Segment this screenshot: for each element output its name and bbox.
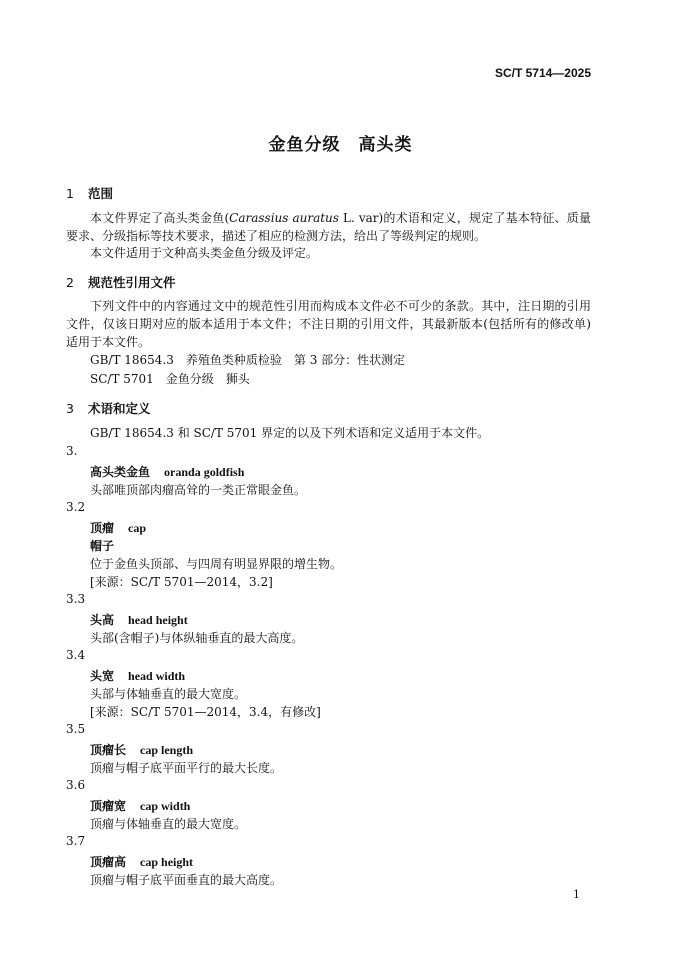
scope-paragraph-1 [66,209,591,245]
section-heading-terms [66,399,151,417]
term-title [90,463,244,480]
section-number: 2 [66,275,74,290]
term-definition: 头部(含帽子)与体纵轴垂直的最大高度。 [90,631,304,645]
terms-intro: GB/T 18654.3 和 SC/T 5701 界定的以及下列术语和定义适用于本文件。 [90,426,490,440]
document-title: 金鱼分级 高头类 [268,135,413,155]
term-title [90,611,188,628]
term-en: cap length [140,743,194,757]
scope-text-b: L. var)的术语和定义，规定了基本特征、质量要求、分级指标等技术要求，描述了相应的检测方法，给出了等级判定的规则。 [66,211,591,243]
term-title [90,797,190,814]
term-en: head width [128,669,186,683]
term-definition: 位于金鱼头顶部、与四周有明显界限的增生物。 [90,557,343,571]
term-definition: 头部唯顶部肉瘤高耸的一类正常眼金鱼。 [90,483,307,497]
term-title [90,519,146,536]
scope-text-a: 本文件界定了高头类金鱼( [90,211,230,225]
section-heading-references [66,273,176,291]
term-en: cap width [140,799,191,813]
term-title [90,741,193,758]
section-number: 3 [66,401,74,416]
page-number: 1 [573,888,580,901]
section-title: 范围 [88,186,114,201]
term-zh: 顶瘤高 [90,855,127,869]
term-title [90,853,193,870]
term-source: [来源：SC/T 5701—2014，3.4，有修改] [90,705,321,719]
term-zh: 顶瘤长 [90,743,127,757]
term-zh: 头宽 [90,669,115,683]
term-number: 3.5 [66,722,86,736]
section-number: 1 [66,186,74,201]
reference-doc: SC/T 5701 金鱼分级 狮头 [90,372,250,386]
species-name: Carassius auratus [229,211,339,225]
term-zh: 顶瘤宽 [90,799,127,813]
term-definition: 顶瘤与帽子底平面平行的最大长度。 [90,761,283,775]
term-en: head height [128,613,188,627]
term-number: 3.3 [66,592,86,606]
section-title: 规范性引用文件 [88,275,176,290]
term-en: cap height [140,855,194,869]
term-zh: 头高 [90,613,115,627]
references-intro: 下列文件中的内容通过文中的规范性引用而构成本文件必不可少的条款。其中，注日期的引用文件，仅该日期对应的版本适用于本文件；不注日期的引用文件，其最新版本(包括所有的修改单)适用于本文件。 [66,299,591,349]
term-title [90,667,185,684]
term-definition: 顶瘤与帽子底平面垂直的最大高度。 [90,873,283,887]
term-zh: 高头类金鱼 [90,465,151,479]
term-number: 3.6 [66,778,86,792]
term-zh: 顶瘤 [90,521,115,535]
term-en: cap [128,521,147,535]
term-definition: 顶瘤与体轴垂直的最大宽度。 [90,817,247,831]
reference-doc: GB/T 18654.3 养殖鱼类种质检验 第 3 部分：性状测定 [90,353,406,367]
term-source: [来源：SC/T 5701—2014，3.2] [90,575,273,589]
term-number: 3. [66,444,78,458]
section-title: 术语和定义 [88,401,151,416]
term-en: oranda goldfish [164,465,245,479]
standard-number: SC/T 5714—2025 [494,66,591,80]
scope-paragraph-2: 本文件适用于文种高头类金鱼分级及评定。 [90,246,319,260]
section-heading-scope [66,184,113,202]
term-number: 3.2 [66,500,86,514]
term-number: 3.7 [66,834,86,848]
term-alt-name: 帽子 [90,539,115,553]
term-number: 3.4 [66,648,86,662]
term-definition: 头部与体轴垂直的最大宽度。 [90,687,247,701]
